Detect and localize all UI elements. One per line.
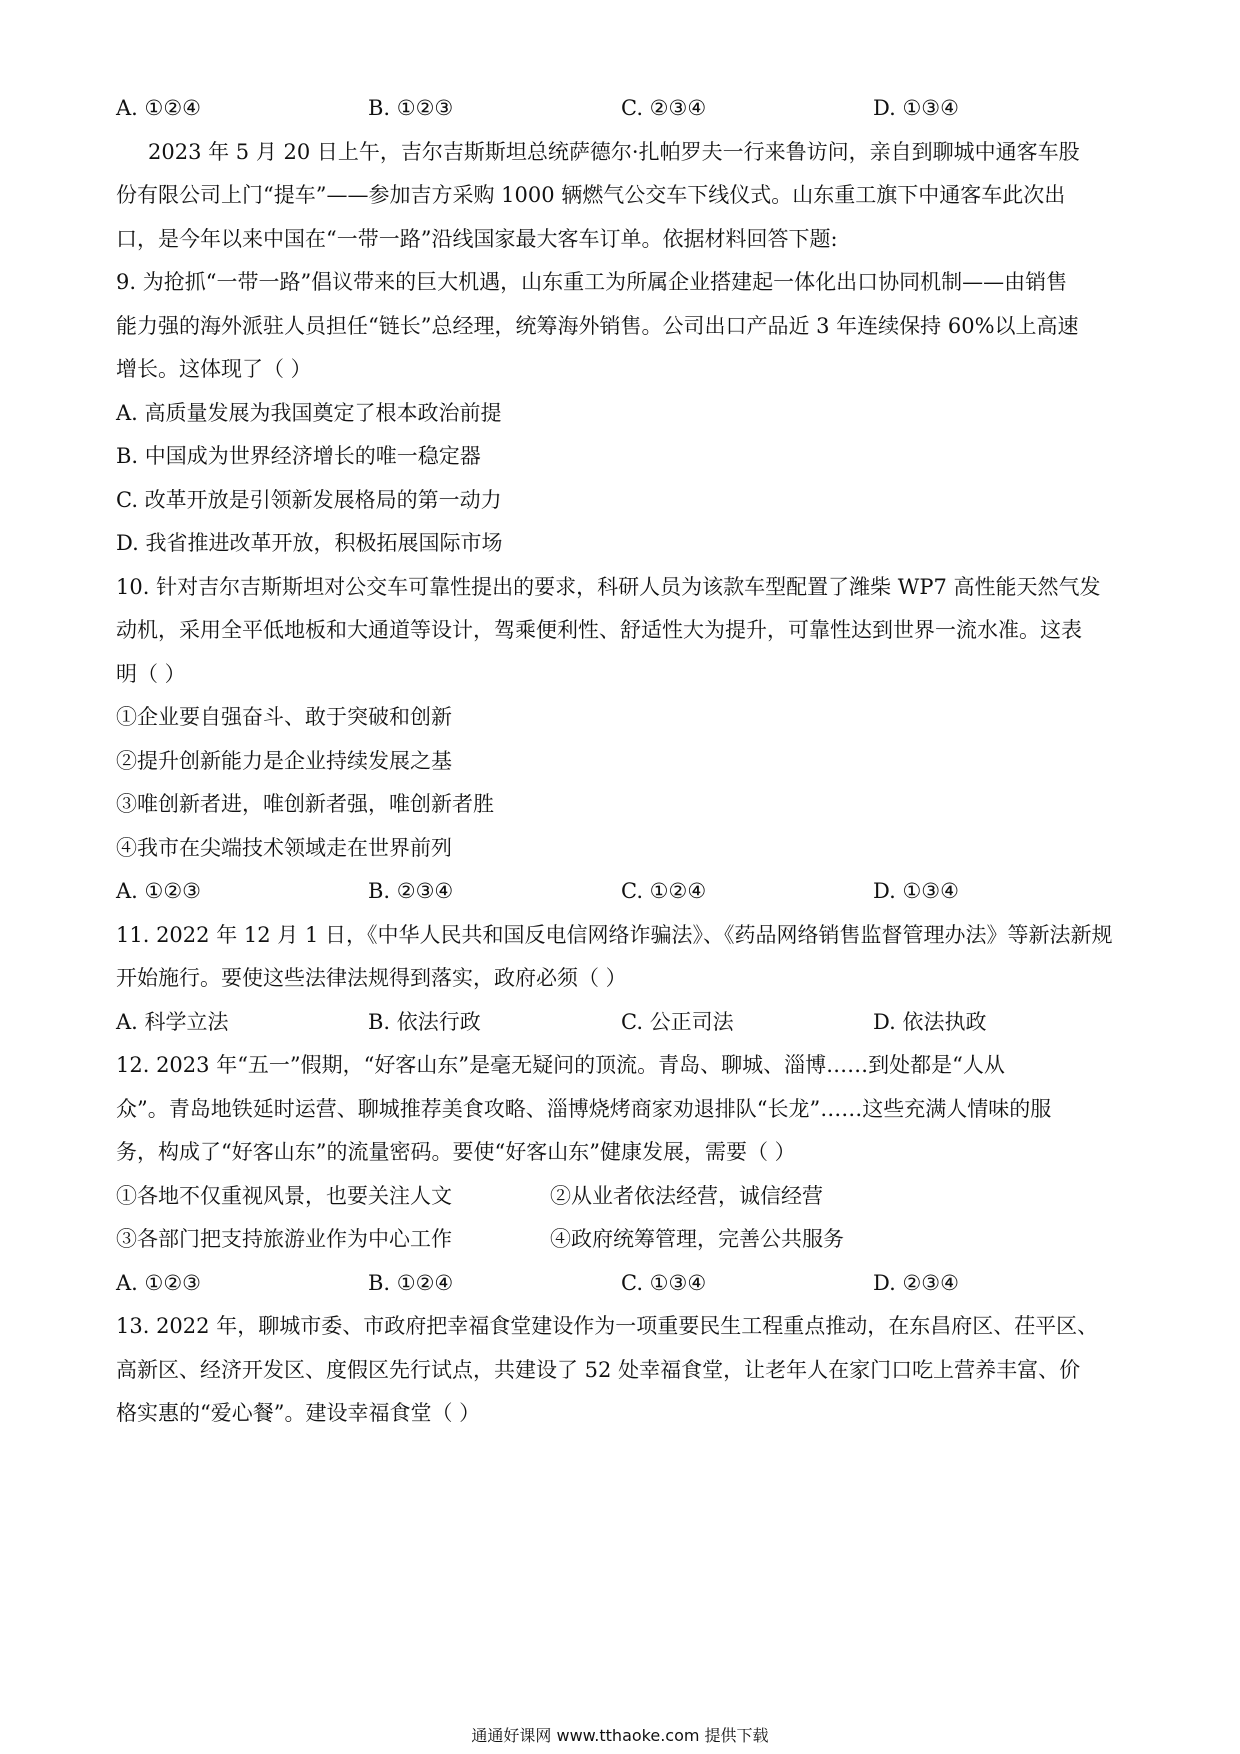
- option-c: C. ②③④: [621, 96, 707, 120]
- q10-statement: ②提升创新能力是企业持续发展之基: [116, 749, 452, 773]
- q10-stem-line: 10. 针对吉尔吉斯斯坦对公交车可靠性提出的要求，科研人员为该款车型配置了潍柴 WP7 高性能天然气发: [116, 575, 1101, 599]
- option-d: D. 依法执政: [873, 1010, 987, 1034]
- q10-stem-line: 明（ ）: [116, 662, 186, 686]
- q12-statement: ②从业者依法经营，诚信经营: [550, 1184, 823, 1208]
- option-c: C. ①③④: [621, 1271, 707, 1295]
- q12-statement: ③各部门把支持旅游业作为中心工作: [116, 1227, 452, 1251]
- q11-stem-line: 开始施行。要使这些法律法规得到落实，政府必须（ ）: [116, 966, 627, 990]
- q12-stem-line: 务，构成了“好客山东”的流量密码。要使“好客山东”健康发展，需要（ ）: [116, 1140, 796, 1164]
- q9-stem-line: 9. 为抢抓“一带一路”倡议带来的巨大机遇，山东重工为所属企业搭建起一体化出口协同机制——由销售: [116, 270, 1068, 294]
- material-line: 2023 年 5 月 20 日上午，吉尔吉斯斯坦总统萨德尔·扎帕罗夫一行来鲁访问，亲自到聊城中通客车股: [148, 140, 1080, 164]
- q9-option-c: C. 改革开放是引领新发展格局的第一动力: [116, 488, 502, 512]
- option-a: A. 科学立法: [116, 1010, 229, 1034]
- option-d: D. ①③④: [873, 879, 959, 903]
- q12-statement-row: [116, 1181, 1136, 1211]
- option-b: B. ①②④: [368, 1271, 454, 1295]
- q9-option-b: B. 中国成为世界经济增长的唯一稳定器: [116, 444, 481, 468]
- q9-stem-line: 能力强的海外派驻人员担任“链长”总经理，统筹海外销售。公司出口产品近 3 年连续保持 60%以上高速: [116, 314, 1079, 338]
- q12-stem-line: 众”。青岛地铁延时运营、聊城推荐美食攻略、淄博烧烤商家劝退排队“长龙”……这些充满人情味的服: [116, 1097, 1052, 1121]
- material-line: 份有限公司上门“提车”——参加吉方采购 1000 辆燃气公交车下线仪式。山东重工旗下中通客车此次出: [116, 183, 1066, 207]
- option-a: A. ①②④: [116, 96, 201, 120]
- q10-statement: ③唯创新者进，唯创新者强，唯创新者胜: [116, 792, 494, 816]
- q10-options: [116, 876, 1136, 906]
- page-footer: 通通好课网 www.tthaoke.com 提供下载: [471, 1726, 769, 1745]
- q12-stem-line: 12. 2023 年“五一”假期，“好客山东”是毫无疑问的顶流。青岛、聊城、淄博……到处都是“人从: [116, 1053, 1005, 1077]
- option-c: C. ①②④: [621, 879, 707, 903]
- option-d: D. ②③④: [873, 1271, 959, 1295]
- q9-option-a: A. 高质量发展为我国奠定了根本政治前提: [116, 401, 502, 425]
- q9-stem-line: 增长。这体现了（ ）: [116, 357, 312, 381]
- q8-options: [116, 93, 1136, 123]
- q10-stem-line: 动机，采用全平低地板和大通道等设计，驾乘便利性、舒适性大为提升，可靠性达到世界一流水准。这表: [116, 618, 1082, 642]
- option-a: A. ①②③: [116, 879, 201, 903]
- q10-statement: ①企业要自强奋斗、敢于突破和创新: [116, 705, 452, 729]
- q9-option-d: D. 我省推进改革开放，积极拓展国际市场: [116, 531, 503, 555]
- q10-statement: ④我市在尖端技术领域走在世界前列: [116, 836, 452, 860]
- q13-stem-line: 高新区、经济开发区、度假区先行试点，共建设了 52 处幸福食堂，让老年人在家门口吃上营养丰富、价: [116, 1358, 1081, 1382]
- q13-stem-line: 格实惠的“爱心餐”。建设幸福食堂（ ）: [116, 1401, 481, 1425]
- option-c: C. 公正司法: [621, 1010, 734, 1034]
- option-b: B. ②③④: [368, 879, 454, 903]
- q11-options: [116, 1007, 1136, 1037]
- option-b: B. 依法行政: [368, 1010, 481, 1034]
- option-d: D. ①③④: [873, 96, 959, 120]
- q12-statement-row: [116, 1224, 1136, 1254]
- q11-stem-line: 11. 2022 年 12 月 1 日，《中华人民共和国反电信网络诈骗法》、《药品网络销售监督管理办法》等新法新规: [116, 923, 1113, 947]
- option-a: A. ①②③: [116, 1271, 201, 1295]
- option-b: B. ①②③: [368, 96, 454, 120]
- q12-statement: ①各地不仅重视风景，也要关注人文: [116, 1184, 452, 1208]
- q13-stem-line: 13. 2022 年，聊城市委、市政府把幸福食堂建设作为一项重要民生工程重点推动，在东昌府区、茌平区、: [116, 1314, 1099, 1338]
- q12-options: [116, 1268, 1136, 1298]
- material-line: 口，是今年以来中国在“一带一路”沿线国家最大客车订单。依据材料回答下题:: [116, 227, 838, 251]
- q12-statement: ④政府统筹管理，完善公共服务: [550, 1227, 844, 1251]
